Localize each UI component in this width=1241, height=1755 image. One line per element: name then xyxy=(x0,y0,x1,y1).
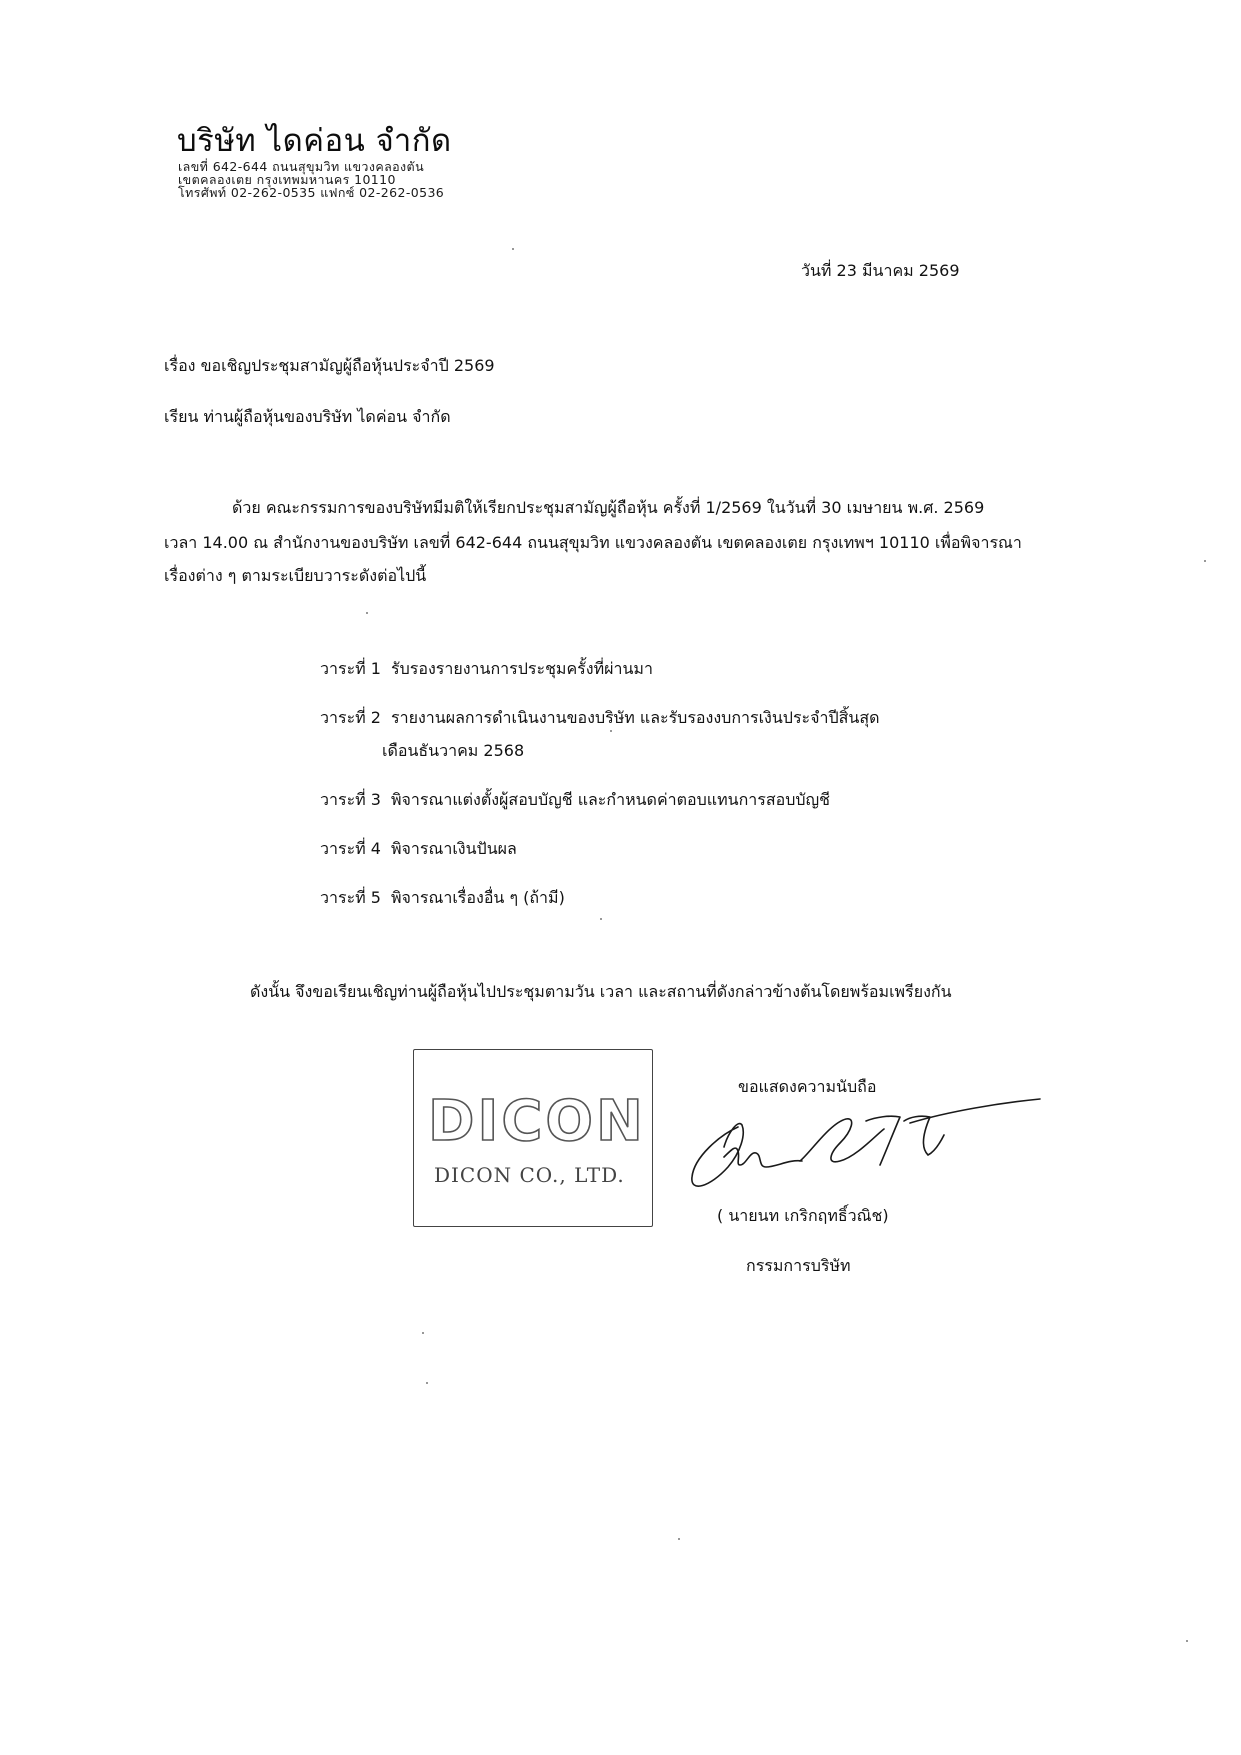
agenda-item-3-label: วาระที่ 3 xyxy=(320,790,381,809)
agenda-item-5-label: วาระที่ 5 xyxy=(320,888,381,907)
body-line-3: เรื่องต่าง ๆ ตามระเบียบวาระดังต่อไปนี้ xyxy=(164,566,427,585)
letter-date: วันที่ 23 มีนาคม 2569 xyxy=(801,261,960,280)
scan-speck xyxy=(610,730,612,732)
agenda-item-2-label: วาระที่ 2 xyxy=(320,708,381,727)
scan-speck xyxy=(422,1332,424,1334)
closing-paragraph: ดังนั้น จึงขอเรียนเชิญท่านผู้ถือหุ้นไปประชุมตามวัน เวลา และสถานที่ดังกล่าวข้างต้นโดยพร้อมเพรียงกัน xyxy=(250,982,952,1001)
body-line-2: เวลา 14.00 ณ สำนักงานของบริษัท เลขที่ 642-644 ถนนสุขุมวิท แขวงคลองตัน เขตคลองเตย กรุงเทพฯ 10110 เพื่อพิจารณา xyxy=(164,533,1022,552)
scan-speck xyxy=(1186,1640,1188,1642)
body-line-1: ด้วย คณะกรรมการของบริษัทมีมติให้เรียกประชุมสามัญผู้ถือหุ้น ครั้งที่ 1/2569 ในวันที่ 30 เมษายน พ.ศ. 2569 xyxy=(232,498,985,517)
agenda-item-4-text: พิจารณาเงินปันผล xyxy=(391,839,517,858)
stamp-logo-text: DICON xyxy=(428,1089,646,1154)
signatory-name: ( นายนท เกริกฤทธิ์วณิช) xyxy=(717,1206,889,1225)
closing-salutation: ขอแสดงความนับถือ xyxy=(738,1077,877,1096)
scan-speck xyxy=(512,248,514,250)
scan-speck xyxy=(366,612,368,614)
company-contact-line: โทรศัพท์ 02-262-0535 แฟกซ์ 02-262-0536 xyxy=(178,185,445,200)
agenda-item-5-text: พิจารณาเรื่องอื่น ๆ (ถ้ามี) xyxy=(391,888,565,907)
scan-speck xyxy=(678,1538,680,1540)
company-name: บริษัท ไดค่อน จำกัด xyxy=(177,123,452,159)
agenda-item-2-text: รายงานผลการดำเนินงานของบริษัท และรับรองงบการเงินประจำปีสิ้นสุด xyxy=(391,708,880,727)
agenda-item-1-label: วาระที่ 1 xyxy=(320,659,381,678)
signatory-title: กรรมการบริษัท xyxy=(746,1256,851,1275)
scan-speck xyxy=(1204,560,1206,562)
agenda-item-3-text: พิจารณาแต่งตั้งผู้สอบบัญชี และกำหนดค่าตอบแทนการสอบบัญชี xyxy=(391,790,831,809)
agenda-item-4-label: วาระที่ 4 xyxy=(320,839,381,858)
company-address-line-2: เขตคลองเตย กรุงเทพมหานคร 10110 xyxy=(178,172,396,187)
handwritten-signature xyxy=(680,1095,1050,1215)
company-address-line-1: เลขที่ 642-644 ถนนสุขุมวิท แขวงคลองตัน xyxy=(178,159,425,174)
scan-speck xyxy=(600,918,602,920)
stamp-company-text: DICON CO., LTD. xyxy=(434,1163,625,1187)
company-stamp xyxy=(413,1049,653,1227)
letter-addressee: เรียน ท่านผู้ถือหุ้นของบริษัท ไดค่อน จำกัด xyxy=(164,407,451,426)
scan-speck xyxy=(426,1382,428,1384)
agenda-item-1-text: รับรองรายงานการประชุมครั้งที่ผ่านมา xyxy=(391,659,653,678)
letter-subject: เรื่อง ขอเชิญประชุมสามัญผู้ถือหุ้นประจำปี 2569 xyxy=(164,356,495,375)
agenda-item-2-text-continued: เดือนธันวาคม 2568 xyxy=(382,741,525,760)
